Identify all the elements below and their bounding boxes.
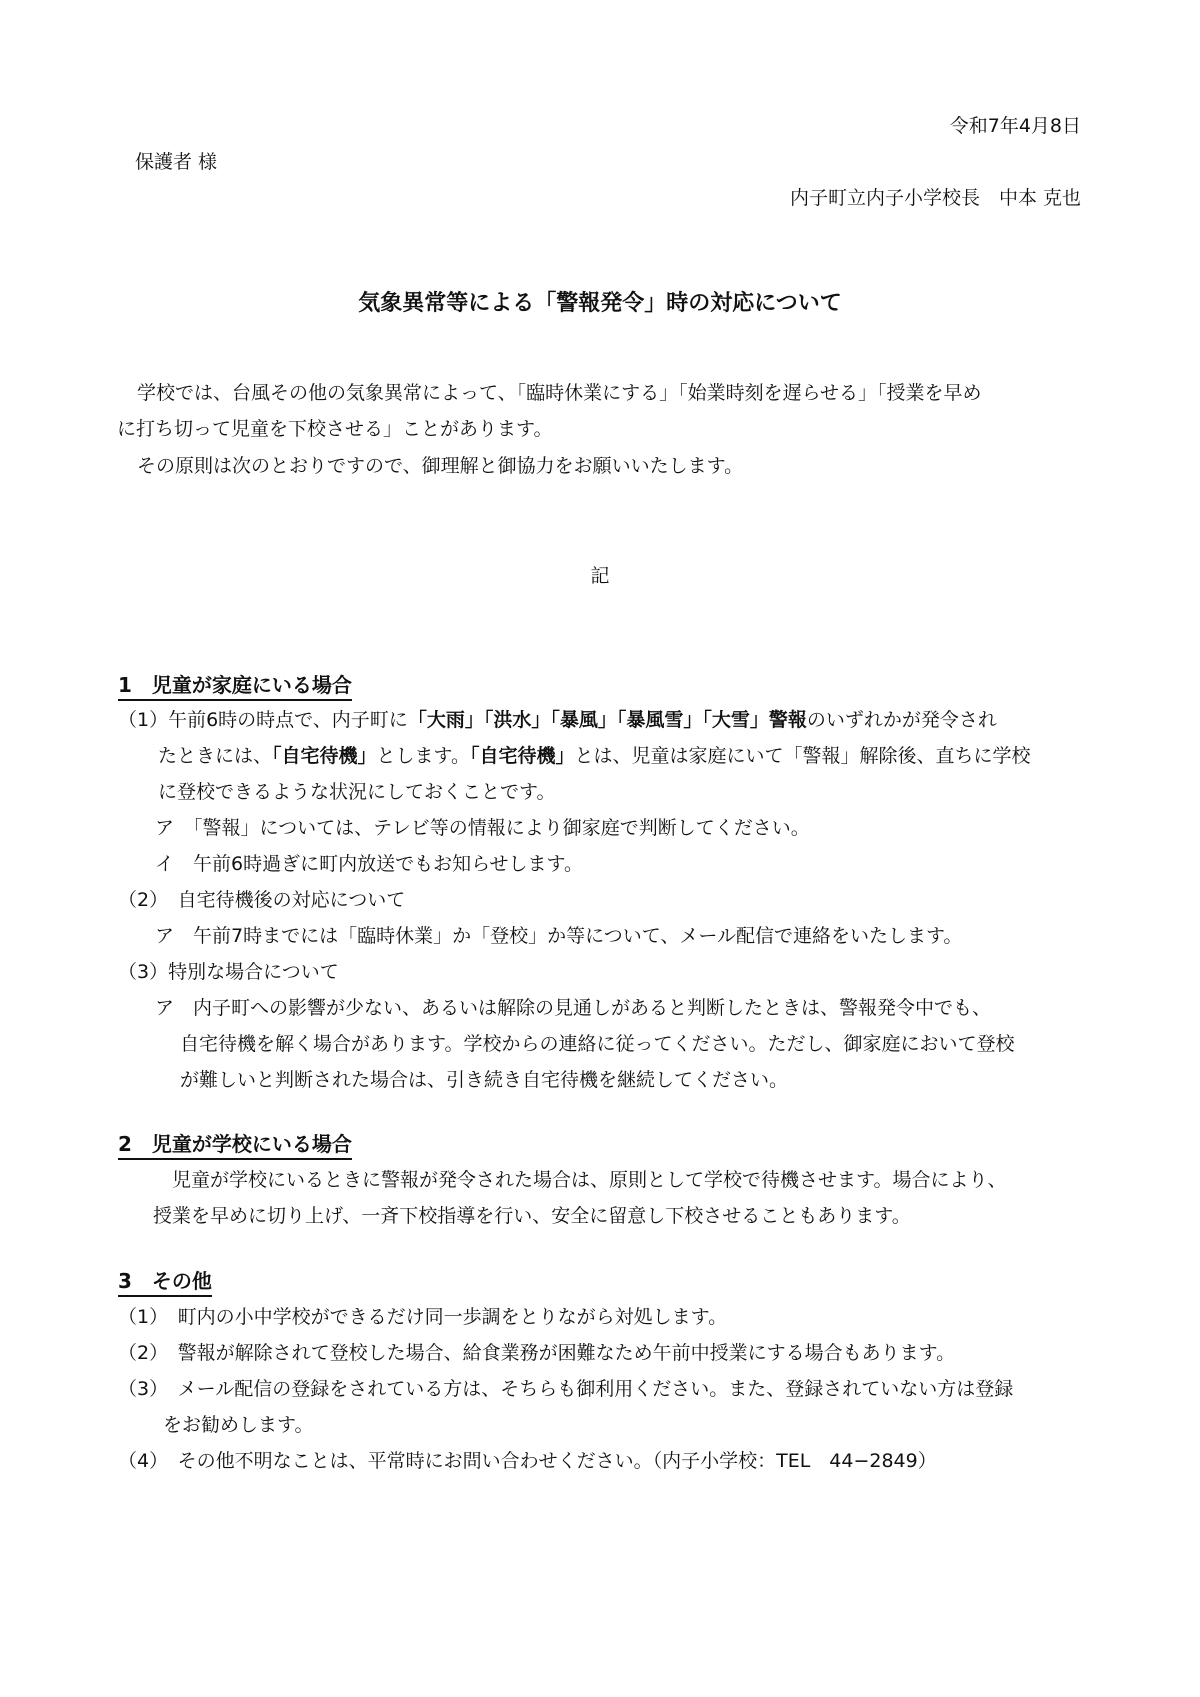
recipient: 保護者 様 (135, 151, 218, 173)
warning-term: 「大雪」 (702, 709, 769, 731)
ki-marker: 記 (590, 565, 610, 587)
item-text: とは、児童は家庭にいて「警報」解除後、直ちに学校 (574, 745, 1031, 767)
intro-paragraph-1-line-2: に打ち切って児童を下校させる」ことがあります。 (117, 418, 553, 440)
section-1-item-3-heading: （3）特別な場合について (118, 961, 339, 983)
item-text: たときには、 (158, 745, 273, 767)
section-3-item-1: （1） 町内の小中学校ができるだけ同一歩調をとりながら対処します。 (118, 1306, 728, 1328)
intro-paragraph-1-line-1: 学校では、台風その他の気象異常によって、「臨時休業にする」「始業時刻を遅らせる」「授業を早め (137, 382, 982, 404)
section-3-item-4: （4） その他不明なことは、平常時にお問い合わせください。（内子小学校：TEL 44−2849） (118, 1450, 937, 1472)
section-1-item-1-line-1 (118, 706, 997, 734)
section-1-item-2-heading: （2） 自宅待機後の対応について (118, 889, 406, 911)
item-text: とします。 (376, 745, 471, 767)
jitaku-taiki-term: 「自宅待機」 (470, 745, 575, 767)
section-1-item-3-a-line-3: が難しいと判断された場合は、引き続き自宅待機を継続してください。 (180, 1069, 789, 1091)
item-text: （1）午前6時の時点で、内子町に (118, 709, 408, 731)
warning-term: 「洪水」 (483, 709, 551, 731)
item-text: のいずれかが発令され (806, 709, 997, 731)
warning-term: 「暴風雪」 (616, 709, 703, 731)
section-1-item-1-line-3: に登校できるような状況にしておくことです。 (158, 781, 556, 803)
section-2-line-2: 授業を早めに切り上げ、一斉下校指導を行い、安全に留意し下校させることもあります。 (153, 1205, 911, 1227)
jitaku-taiki-term: 「自宅待機」 (272, 745, 377, 767)
section-3-item-3-line-1: （3） メール配信の登録をされている方は、そちらも御利用ください。また、登録されていない方は登録 (118, 1378, 1014, 1400)
section-3-heading: 3 その他 (118, 1268, 212, 1297)
intro-paragraph-2: その原則は次のとおりですので、御理解と御協力をお願いいたします。 (137, 455, 744, 477)
section-1-item-3-a-line-2: 自宅待機を解く場合があります。学校からの連絡に従ってください。ただし、御家庭において登校 (180, 1033, 1015, 1055)
section-2-line-1: 児童が学校にいるときに警報が発令された場合は、原則として学校で待機させます。場合により、 (172, 1169, 1007, 1191)
section-3-item-3-line-2: をお勧めします。 (163, 1414, 314, 1436)
section-1-item-2-a: ア 午前7時までには「臨時休業」か「登校」か等について、メール配信で連絡をいたします。 (155, 925, 963, 947)
warning-term: 「暴風」 (550, 709, 617, 731)
sender: 内子町立内子小学校長 中本 克也 (789, 187, 1081, 209)
section-1-item-1-a: ア 「警報」については、テレビ等の情報により御家庭で判断してください。 (155, 817, 810, 839)
section-1-item-1-i: イ 午前6時過ぎに町内放送でもお知らせします。 (155, 853, 583, 875)
warning-term: 警報 (768, 709, 807, 731)
warning-term: 「大雨」 (407, 709, 484, 731)
document-date: 令和7年4月8日 (949, 115, 1081, 137)
section-2-heading: 2 児童が学校にいる場合 (118, 1131, 352, 1160)
document-title: 気象異常等による「警報発令」時の対応について (358, 291, 842, 316)
section-1-item-1-line-2 (158, 742, 1031, 770)
section-3-item-2: （2） 警報が解除されて登校した場合、給食業務が困難なため午前中授業にする場合もあります。 (118, 1342, 956, 1364)
section-1-heading: 1 児童が家庭にいる場合 (118, 672, 352, 701)
section-1-item-3-a-line-1: ア 内子町への影響が少ない、あるいは解除の見通しがあると判断したときは、警報発令中でも、 (155, 997, 992, 1019)
